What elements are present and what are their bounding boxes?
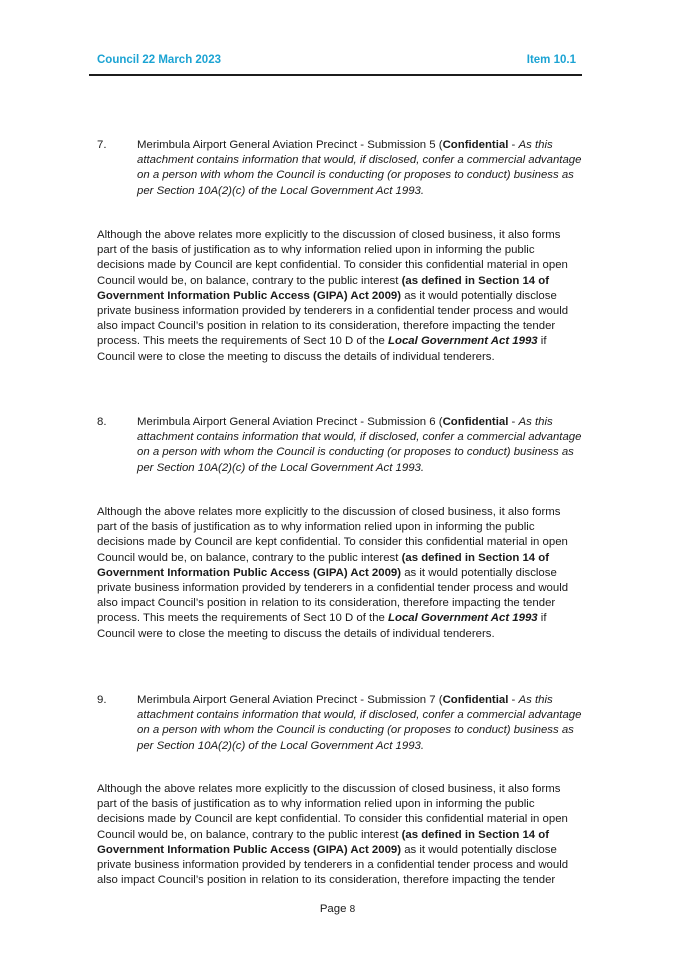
confidential-label: Confidential [442, 694, 509, 706]
item-title: Merimbula Airport General Aviation Precinct - Submission 5 ( [137, 139, 443, 151]
item-dash: - [508, 694, 519, 706]
justification-paragraph [97, 228, 582, 365]
item-number: 8. [97, 416, 107, 428]
confidential-label: Confidential [442, 416, 509, 428]
item-title: Merimbula Airport General Aviation Precinct - Submission 7 ( [137, 694, 443, 706]
para-text: if Council were to close the meeting to discuss the details of individual tenderers. [97, 335, 547, 363]
item-number: Item 10.1 [526, 54, 576, 66]
act-reference: Local Government Act 1993 [388, 612, 538, 625]
act-reference: Local Government Act 1993 [388, 335, 538, 348]
item-number: 7. [97, 139, 107, 151]
meeting-date: Council 22 March 2023 [97, 54, 221, 66]
list-item [97, 138, 582, 199]
para-text: if Council were to close the meeting to discuss the details of individual tenderers. [97, 612, 547, 640]
item-title: Merimbula Airport General Aviation Precinct - Submission 6 ( [137, 416, 443, 428]
justification-paragraph [97, 782, 582, 888]
para-text: Although the above relates more explicitly to the discussion of closed business, it also forms part of the basis of justification as to why information relied upon in informing the public decisions made by Council are kept confidential. To consider this confidential material in open Council would be, on balance, contrary to the public interest [97, 506, 568, 564]
para-text: Although the above relates more explicitly to the discussion of closed business, it also forms part of the basis of justification as to why information relied upon in informing the public decisions made by Council are kept confidential. To consider this confidential material in open Council would be, on balance, contrary to the public interest [97, 229, 568, 287]
para-bold: (as defined in Section 14 of Government Information Public Access (GIPA) Act 2009) [97, 551, 550, 579]
confidential-label: Confidential [442, 139, 509, 151]
page-label: Page [319, 903, 347, 915]
item-text [137, 415, 582, 476]
page-number: 8 [349, 904, 356, 915]
list-item [97, 693, 582, 754]
item-text [137, 138, 582, 199]
para-bold: (as defined in Section 14 of Government Information Public Access (GIPA) Act 2009) [97, 828, 550, 856]
para-text: as it would potentially disclose private business information provided by tenderers in a confidential tender process and would also impact Council’s position in relation to its consideration, therefore impacting the tender process. This meets the requirements of Sect 10 D of the [97, 289, 569, 348]
list-item [97, 415, 582, 476]
item-number: 9. [97, 694, 107, 706]
para-text: Although the above relates more explicitly to the discussion of closed business, it also forms part of the basis of justification as to why information relied upon in informing the public decisions made by Council are kept confidential. To consider this confidential material in open Council would be, on balance, contrary to the public interest [97, 783, 568, 841]
page-footer [0, 903, 675, 915]
item-dash: - [508, 139, 519, 151]
item-text [137, 693, 582, 754]
confidential-reason: As this attachment contains information that would, if disclosed, confer a commercial advantage on a person with whom the Council is conducting (or proposes to conduct) business as per Section 10A(2)(c) of the Local Government Act 1993. [137, 139, 582, 197]
confidential-reason: As this attachment contains information that would, if disclosed, confer a commercial advantage on a person with whom the Council is conducting (or proposes to conduct) business as per Section 10A(2)(c) of the Local Government Act 1993. [137, 416, 582, 474]
page-header [89, 54, 582, 76]
justification-paragraph [97, 505, 582, 642]
confidential-reason: As this attachment contains information that would, if disclosed, confer a commercial advantage on a person with whom the Council is conducting (or proposes to conduct) business as per Section 10A(2)(c) of the Local Government Act 1993. [137, 694, 582, 752]
para-text: as it would potentially disclose private business information provided by tenderers in a confidential tender process and would also impact Council’s position in relation to its consideration, therefore impacting the tender [97, 843, 569, 887]
para-text: as it would potentially disclose private business information provided by tenderers in a confidential tender process and would also impact Council’s position in relation to its consideration, therefore impacting the tender process. This meets the requirements of Sect 10 D of the [97, 566, 569, 625]
para-bold: (as defined in Section 14 of Government Information Public Access (GIPA) Act 2009) [97, 274, 550, 302]
item-dash: - [508, 416, 519, 428]
